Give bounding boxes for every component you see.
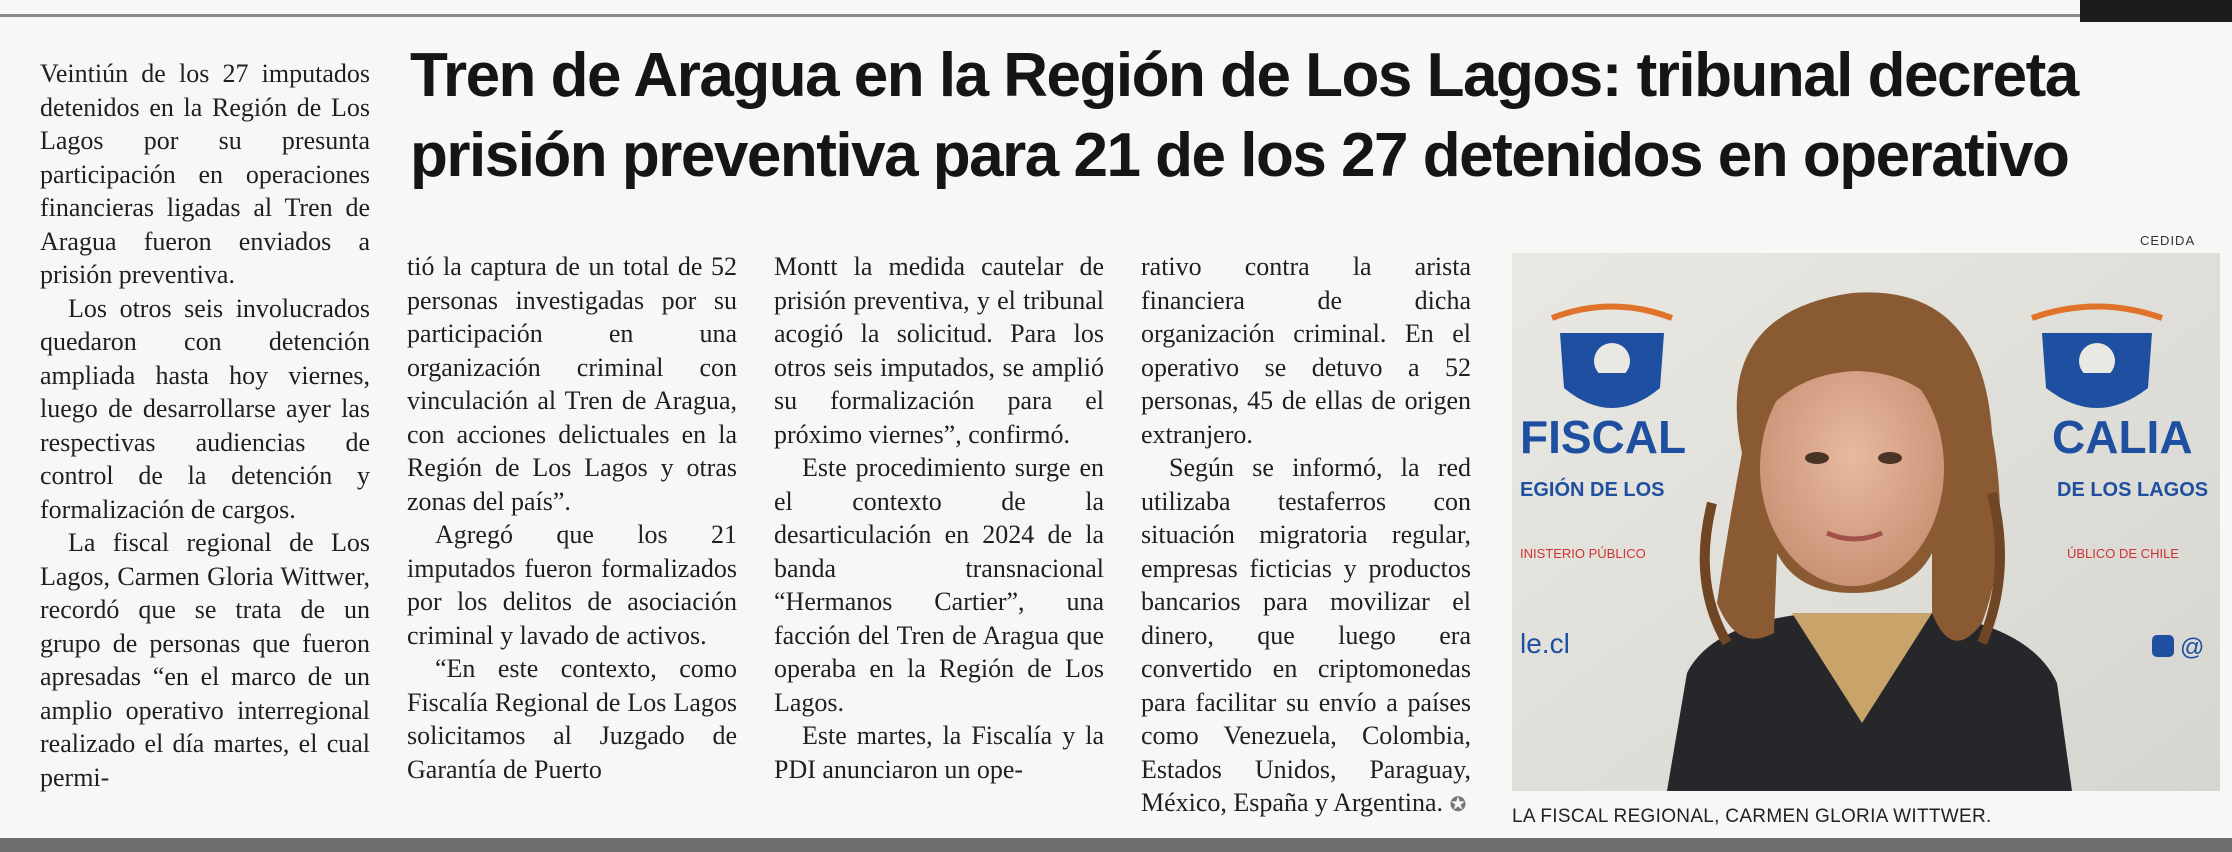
- paragraph: La fiscal regional de Los Lagos, Carmen Gloria Wittwer, recordó que se trata de un grupo de personas que fueron apresadas “en el marco de un amplio operativo interregional realizado el día martes, el cual permi-: [40, 528, 370, 792]
- article-column-1: [40, 57, 370, 794]
- banner-right: CALIA: [2052, 411, 2193, 463]
- web-left: le.cl: [1520, 628, 1570, 659]
- social-right: @: [2180, 634, 2205, 661]
- banner-left: FISCAL: [1520, 411, 1687, 463]
- headline-line-1: Tren de Aragua en la Región de Los Lagos: tribunal decreta: [410, 41, 2078, 110]
- paragraph: Veintiún de los 27 imputados detenidos en la Región de Los Lagos por su presunta participación en operaciones financieras ligadas al Tren de Aragua fueron enviados a prisión preventiva.: [40, 59, 370, 289]
- paragraph: Agregó que los 21 imputados fueron formalizados por los delitos de asociación criminal y lavado de activos.: [407, 520, 737, 650]
- article-column-3: [774, 250, 1104, 786]
- paragraph: tió la captura de un total de 52 personas investigadas por su participación en una organización criminal con vinculación al Tren de Aragua, con acciones delictuales en la Región de Los Lagos y otras zonas del país”.: [407, 252, 737, 516]
- top-rule: [0, 14, 2232, 17]
- article-column-4: [1141, 250, 1471, 823]
- region-left: EGIÓN DE LOS: [1520, 479, 1665, 501]
- bottom-rule: [0, 838, 2232, 852]
- ministry-left: INISTERIO PÚBLICO: [1520, 546, 1646, 561]
- photo-caption: LA FISCAL REGIONAL, CARMEN GLORIA WITTWER.: [1512, 806, 1992, 827]
- paragraph: Los otros seis involucrados quedaron con detención ampliada hasta hoy viernes, luego de desarrollarse ayer las respectivas audiencias de control de la detención y formalización de cargos.: [40, 293, 370, 524]
- photo: [1512, 253, 2220, 791]
- paragraph: Este martes, la Fiscalía y la PDI anunciaron un ope-: [774, 721, 1104, 784]
- section-block: [2080, 0, 2232, 22]
- paragraph: rativo contra la arista financiera de dicha organización criminal. En el operativo se detuvo a 52 personas, 45 de ellas de origen extranjero.: [1141, 252, 1471, 449]
- headline: [410, 36, 2230, 196]
- ministry-right: ÚBLICO DE CHILE: [2067, 546, 2179, 561]
- end-mark-icon: ✪: [1449, 794, 1467, 816]
- headline-line-2: prisión preventiva para 21 de los 27 detenidos en operativo: [410, 121, 2069, 190]
- paragraph: [1141, 451, 1471, 823]
- paragraph: Este procedimiento surge en el contexto de la desarticulación en 2024 de la banda transnacional “Hermanos Cartier”, una facción del Tren de Aragua que operaba en la Región de Los Lagos.: [774, 453, 1104, 717]
- region-right: DE LOS LAGOS: [2057, 479, 2209, 501]
- photo-credit: CEDIDA: [2140, 233, 2196, 248]
- instagram-icon: [2152, 635, 2174, 657]
- article-column-2: [407, 250, 737, 786]
- paragraph-text: Según se informó, la red utilizaba testaferros con situación migratoria regular, empresas ficticias y productos bancarios para movilizar el dinero, que luego era convertido en criptomonedas para facilitar su envío a países como Venezuela, Colombia, Estados Unidos, Paraguay, México, España y Argentina.: [1141, 453, 1471, 817]
- paragraph: Montt la medida cautelar de prisión preventiva, y el tribunal acogió la solicitud. Para los otros seis imputados, se amplió su formalización para el próximo viernes”, confirmó.: [774, 252, 1104, 449]
- paragraph: “En este contexto, como Fiscalía Regional de Los Lagos solicitamos al Juzgado de Garantía de Puerto: [407, 654, 737, 784]
